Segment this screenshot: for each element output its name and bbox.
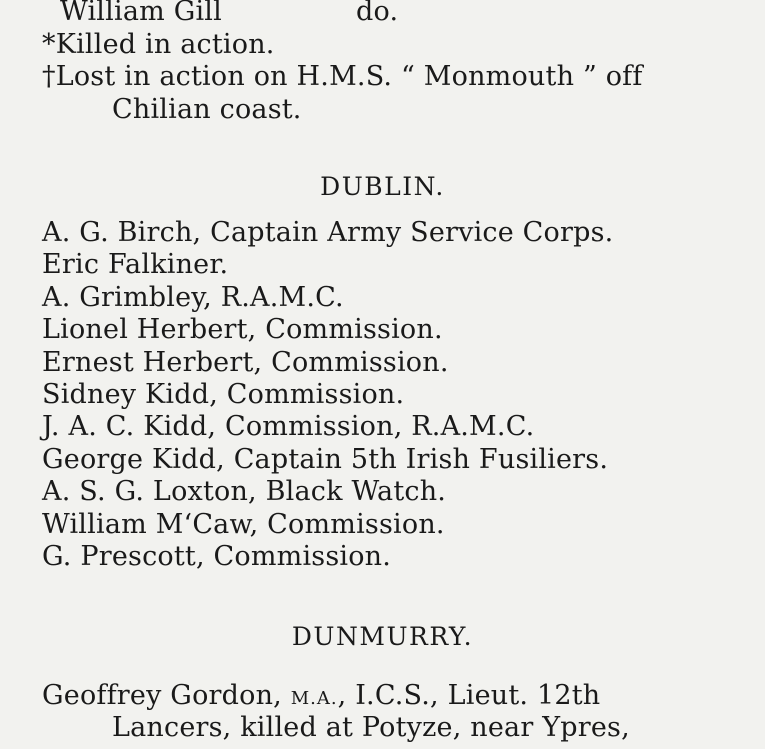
dublin-entry: A. S. G. Loxton, Black Watch.: [42, 476, 447, 508]
dunmurry-entry-degree: M.A.: [290, 688, 338, 709]
dublin-entry: Lionel Herbert, Commission.: [42, 314, 443, 346]
top-entry-ditto: do.: [356, 0, 399, 27]
dublin-entry: A. Grimbley, R.A.M.C.: [42, 281, 344, 313]
dublin-entry: A. G. Birch, Captain Army Service Corps.: [42, 217, 614, 248]
top-entry-name: William Gill: [60, 0, 222, 27]
dunmurry-entry-line-2: Lancers, killed at Potyze, near Ypres,: [112, 712, 630, 743]
dunmurry-entry-line-1: [42, 680, 600, 715]
dublin-entry: Ernest Herbert, Commission.: [42, 346, 449, 378]
section-heading-dunmurry: DUNMURRY.: [291, 622, 474, 651]
dublin-entry: G. Prescott, Commission.: [42, 541, 392, 572]
footnote-lost-line-1: †Lost in action on H.M.S. “ Monmouth ” off: [42, 61, 643, 92]
dublin-entry: William M‘Caw, Commission.: [42, 508, 445, 540]
dunmurry-entry-name: Geoffrey Gordon,: [42, 680, 282, 711]
section-heading-dublin: DUBLIN.: [320, 172, 445, 201]
dublin-entry: Eric Falkiner.: [42, 249, 229, 281]
dunmurry-entry-rest: , I.C.S., Lieut. 12th: [337, 680, 601, 711]
dublin-entry: Sidney Kidd, Commission.: [42, 379, 405, 410]
footnote-killed: *Killed in action.: [42, 29, 275, 60]
dublin-entry: J. A. C. Kidd, Commission, R.A.M.C.: [42, 411, 535, 443]
footnote-lost-line-2: Chilian coast.: [112, 94, 302, 125]
dublin-entry: George Kidd, Captain 5th Irish Fusiliers.: [42, 443, 609, 475]
